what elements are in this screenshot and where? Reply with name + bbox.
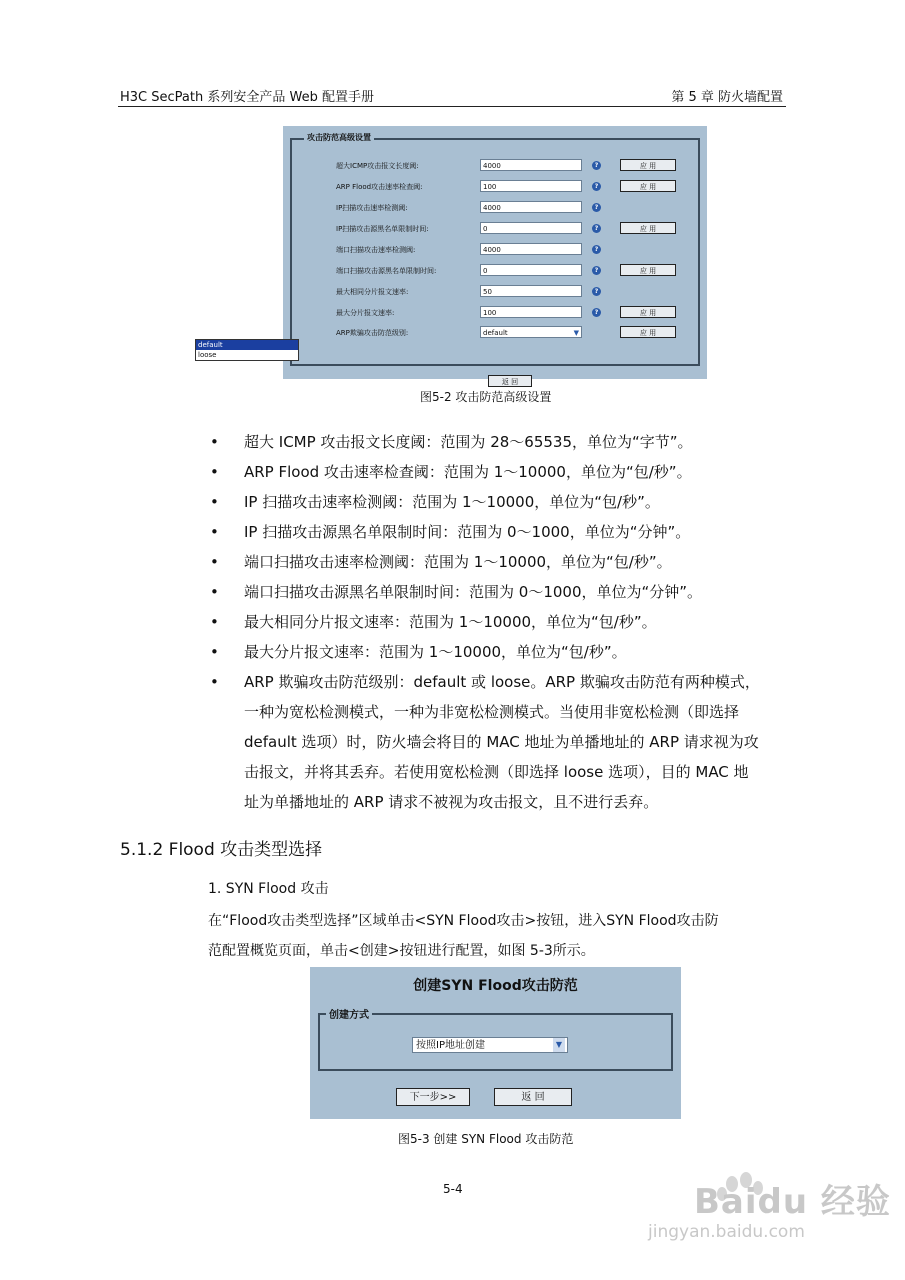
ip-scan-blacklist-input[interactable]: 0 xyxy=(480,222,582,234)
bullet-dot: • xyxy=(210,493,219,511)
setting-row xyxy=(292,306,698,320)
watermark-url: jingyan.baidu.com xyxy=(648,1222,805,1242)
select-value: default xyxy=(483,329,508,337)
arp-flood-input[interactable]: 100 xyxy=(480,180,582,192)
setting-label: 端口扫描攻击源黑名单限制时间: xyxy=(336,267,437,275)
same-fragment-rate-input[interactable]: 50 xyxy=(480,285,582,297)
setting-row xyxy=(292,180,698,194)
setting-row xyxy=(292,201,698,215)
help-icon[interactable]: ? xyxy=(592,287,601,296)
subsection-heading: 1. SYN Flood 攻击 xyxy=(208,881,329,897)
help-icon[interactable]: ? xyxy=(592,161,601,170)
help-icon[interactable]: ? xyxy=(592,203,601,212)
header-rule xyxy=(118,106,786,107)
setting-row xyxy=(292,326,698,340)
setting-label: 超大ICMP攻击报文长度阈: xyxy=(336,162,419,170)
setting-row xyxy=(292,264,698,278)
bullet-text: 端口扫描攻击速率检测阈：范围为 1～10000，单位为“包/秒”。 xyxy=(244,553,672,571)
setting-label: 端口扫描攻击速率检测阈: xyxy=(336,246,416,254)
advanced-settings-fieldset xyxy=(290,133,700,386)
bullet-dot: • xyxy=(210,613,219,631)
bullet-dot: • xyxy=(210,583,219,601)
page-header-left: H3C SecPath 系列安全产品 Web 配置手册 xyxy=(120,90,374,105)
bullet-text: 最大相同分片报文速率：范围为 1～10000，单位为“包/秒”。 xyxy=(244,613,657,631)
body-paragraph xyxy=(208,906,788,966)
section-heading: 5.1.2 Flood 攻击类型选择 xyxy=(120,840,323,860)
setting-row xyxy=(292,222,698,236)
chevron-down-icon[interactable]: ▼ xyxy=(573,329,579,337)
select-value: 按照IP地址创建 xyxy=(416,1040,485,1051)
bullet-text: 最大分片报文速率：范围为 1～10000，单位为“包/秒”。 xyxy=(244,643,627,661)
option-default[interactable]: default xyxy=(196,340,298,350)
bullet-dot: • xyxy=(210,463,219,481)
back-button[interactable]: 返 回 xyxy=(494,1088,572,1106)
fragment-rate-input[interactable]: 100 xyxy=(480,306,582,318)
create-syn-flood-screenshot xyxy=(310,967,681,1119)
icmp-length-input[interactable]: 4000 xyxy=(480,159,582,171)
apply-button[interactable]: 应 用 xyxy=(620,159,676,171)
bullet-dot: • xyxy=(210,523,219,541)
paragraph-line: 范配置概览页面，单击<创建>按钮进行配置，如图 5-3所示。 xyxy=(208,943,595,959)
bullet-text: default 选项）时，防火墙会将目的 MAC 地址为单播地址的 ARP 请求视为攻 xyxy=(244,733,759,751)
bullet-dot: • xyxy=(210,643,219,661)
apply-button[interactable]: 应 用 xyxy=(620,222,676,234)
setting-row xyxy=(292,285,698,299)
setting-label: ARP欺骗攻击防范级别: xyxy=(336,329,409,337)
bullet-dot: • xyxy=(210,553,219,571)
bullet-dot: • xyxy=(210,433,219,451)
page-number: 5-4 xyxy=(443,1182,463,1196)
option-loose[interactable]: loose xyxy=(198,351,217,359)
port-scan-blacklist-input[interactable]: 0 xyxy=(480,264,582,276)
arp-level-select[interactable] xyxy=(480,326,582,338)
help-icon[interactable]: ? xyxy=(592,266,601,275)
setting-label: IP扫描攻击源黑名单限制时间: xyxy=(336,225,429,233)
setting-label: 最大相同分片报文速率: xyxy=(336,288,409,296)
advanced-settings-screenshot xyxy=(283,126,707,386)
bullet-dot: • xyxy=(210,673,219,691)
apply-button[interactable]: 应 用 xyxy=(620,180,676,192)
bullet-text: 址为单播地址的 ARP 请求不被视为攻击报文，且不进行丢弃。 xyxy=(244,793,659,811)
apply-button[interactable]: 应 用 xyxy=(620,306,676,318)
fieldset-legend: 攻击防范高级设置 xyxy=(304,132,374,143)
setting-label: ARP Flood攻击速率检查阈: xyxy=(336,183,423,191)
bullet-text: 一种为宽松检测模式，一种为非宽松检测模式。当使用非宽松检测（即选择 xyxy=(244,703,740,721)
port-scan-rate-input[interactable]: 4000 xyxy=(480,243,582,255)
bullet-text: IP 扫描攻击速率检测阈：范围为 1～10000，单位为“包/秒”。 xyxy=(244,493,660,511)
help-icon[interactable]: ? xyxy=(592,224,601,233)
back-button[interactable]: 返 回 xyxy=(488,375,532,387)
setting-row xyxy=(292,243,698,257)
fieldset-legend: 创建方式 xyxy=(326,1006,372,1021)
arp-level-dropdown xyxy=(195,339,299,361)
bullet-text: IP 扫描攻击源黑名单限制时间：范围为 0～1000，单位为“分钟”。 xyxy=(244,523,691,541)
bullet-text: 击报文，并将其丢弃。若使用宽松检测（即选择 loose 选项），目的 MAC 地 xyxy=(244,763,749,781)
setting-row xyxy=(292,159,698,173)
help-icon[interactable]: ? xyxy=(592,182,601,191)
page-header-right: 第 5 章 防火墙配置 xyxy=(671,90,783,105)
setting-label: 最大分片报文速率: xyxy=(336,309,395,317)
create-mode-fieldset xyxy=(318,1010,673,1071)
bullet-text: ARP 欺骗攻击防范级别：default 或 loose。ARP 欺骗攻击防范有两种模式， xyxy=(244,673,760,691)
help-icon[interactable]: ? xyxy=(592,245,601,254)
create-mode-select[interactable] xyxy=(412,1037,568,1053)
next-button[interactable]: 下一步>> xyxy=(396,1088,470,1106)
ip-scan-rate-input[interactable]: 4000 xyxy=(480,201,582,213)
watermark-brand: Baidu 经验 xyxy=(694,1182,891,1222)
figure-caption: 图5-3 创建 SYN Flood 攻击防范 xyxy=(398,1132,574,1146)
apply-button[interactable]: 应 用 xyxy=(620,326,676,338)
bullet-text: 端口扫描攻击源黑名单限制时间：范围为 0～1000，单位为“分钟”。 xyxy=(244,583,703,601)
setting-label: IP扫描攻击速率检测阈: xyxy=(336,204,408,212)
bullet-text: ARP Flood 攻击速率检查阈：范围为 1～10000，单位为“包/秒”。 xyxy=(244,463,692,481)
paragraph-line: 在“Flood攻击类型选择”区域单击<SYN Flood攻击>按钮，进入SYN Flood攻击防 xyxy=(208,913,719,929)
bullet-text: 超大 ICMP 攻击报文长度阈：范围为 28～65535，单位为“字节”。 xyxy=(244,433,693,451)
help-icon[interactable]: ? xyxy=(592,308,601,317)
dialog-title: 创建SYN Flood攻击防范 xyxy=(413,978,578,994)
apply-button[interactable]: 应 用 xyxy=(620,264,676,276)
figure-caption: 图5-2 攻击防范高级设置 xyxy=(420,390,552,404)
chevron-down-icon[interactable]: ▼ xyxy=(553,1038,565,1052)
